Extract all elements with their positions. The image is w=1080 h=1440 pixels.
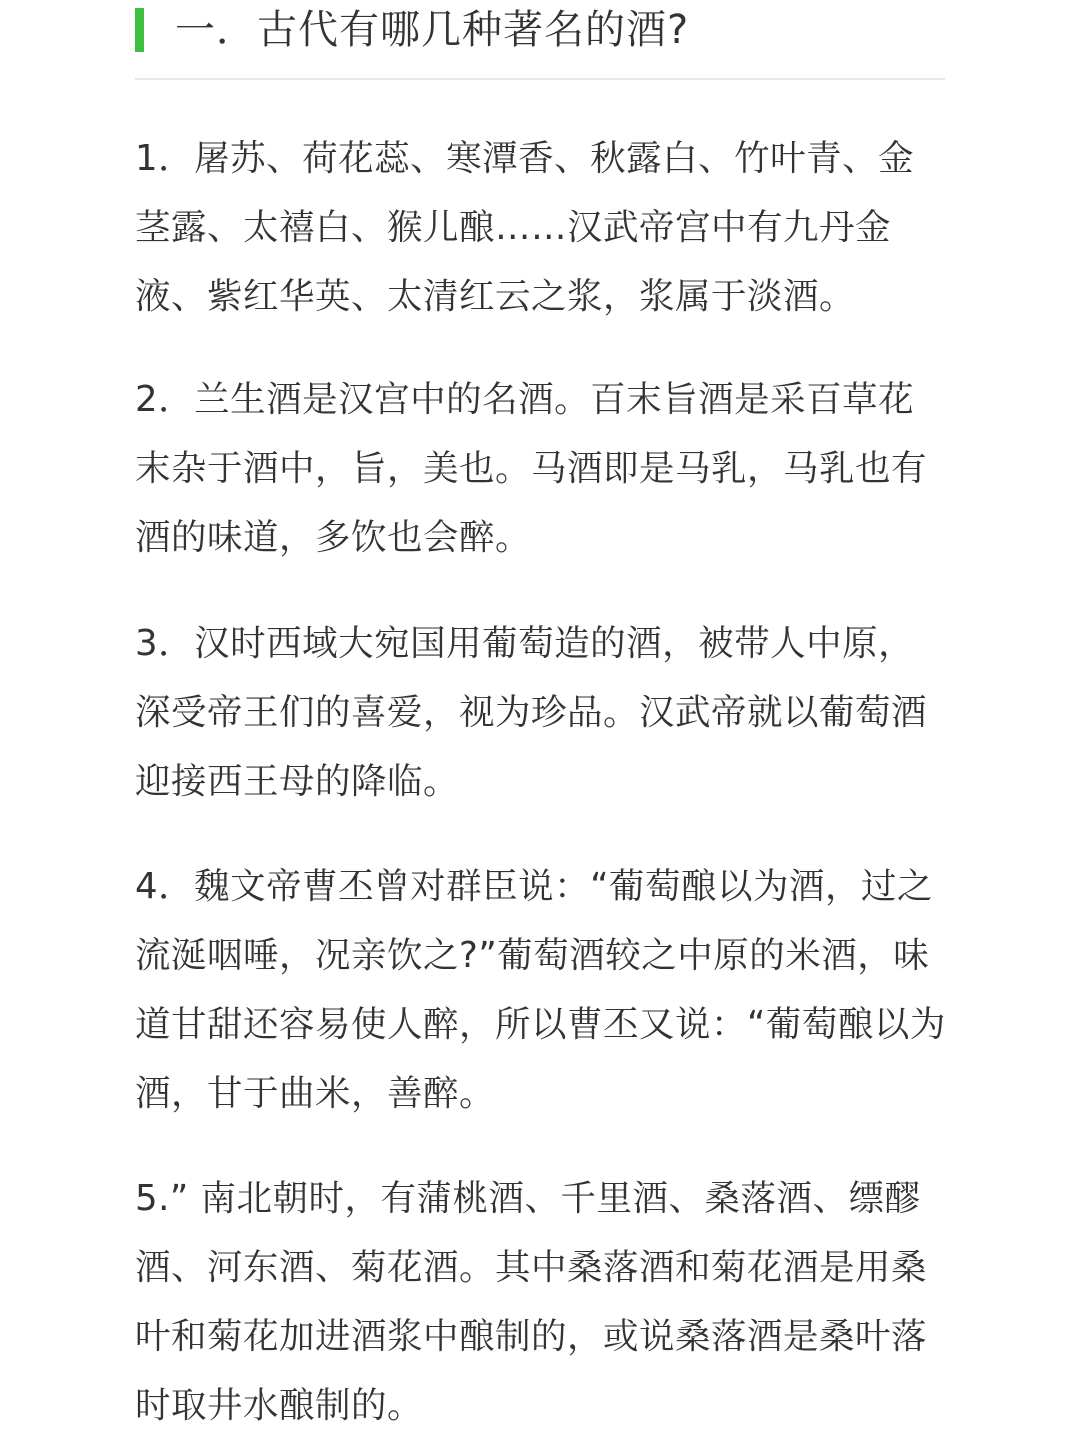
paragraph-4: 4．魏文帝曹丕曾对群臣说：“葡萄酿以为酒，过之流涎咽唾，况亲饮之?”葡萄酒较之中原的米酒，味道甘甜还容易使人醉，所以曹丕又说：“葡萄酿以为酒，甘于曲米，善醉。 bbox=[135, 866, 946, 1114]
paragraph-2: 2．兰生酒是汉宫中的名酒。百末旨酒是采百草花末杂于酒中，旨，美也。马酒即是马乳，马乳也有酒的味道，多饮也会醉。 bbox=[135, 379, 928, 558]
heading-title: 一．古代有哪几种著名的酒? bbox=[175, 7, 690, 53]
heading-accent-bar bbox=[135, 8, 144, 52]
paragraph-5: 5.” 南北朝时，有蒲桃酒、千里酒、桑落酒、缥醪酒、河东酒、菊花酒。其中桑落酒和菊花酒是用桑叶和菊花加进酒浆中酿制的，或说桑落酒是桑叶落时取井水酿制的。 bbox=[135, 1178, 928, 1426]
paragraph-1: 1．屠苏、荷花蕊、寒潭香、秋露白、竹叶青、金茎露、太禧白、猴儿酿……汉武帝宫中有九丹金液、紫红华英、太清红云之浆，浆属于淡酒。 bbox=[135, 138, 915, 317]
section-heading bbox=[135, 0, 945, 80]
paragraph-3: 3．汉时西域大宛国用葡萄造的酒，被带人中原，深受帝王们的喜爱，视为珍品。汉武帝就以葡萄酒迎接西王母的降临。 bbox=[135, 623, 928, 802]
